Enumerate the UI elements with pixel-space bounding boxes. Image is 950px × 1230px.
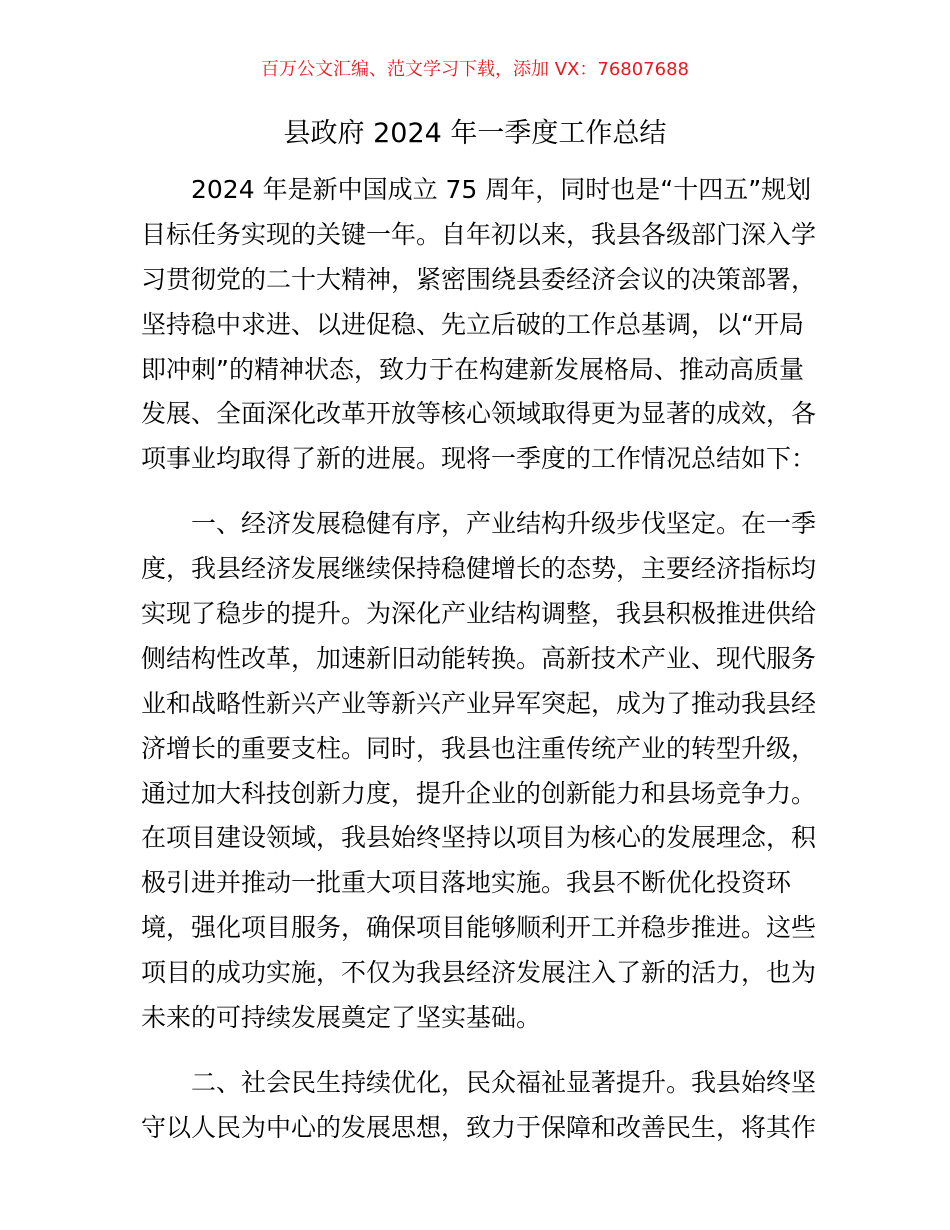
- text-line: 在项目建设领域，我县始终坚持以项目为核心的发展理念，积: [141, 823, 817, 853]
- text-line: 2024 年是新中国成立 75 周年，同时也是“十四五”规划: [191, 175, 812, 204]
- text-line: 发展、全面深化改革开放等核心领域取得更为显著的成效，各: [141, 399, 817, 429]
- document-title: 县政府 2024 年一季度工作总结: [283, 118, 667, 149]
- text-line: 目标任务实现的关键一年。自年初以来，我县各级部门深入学: [141, 219, 817, 249]
- text-line: 极引进并推动一批重大项目落地实施。我县不断优化投资环: [141, 868, 792, 898]
- text-line: 一、经济发展稳健有序，产业结构升级步伐坚定。在一季: [191, 509, 817, 539]
- text-line: 通过加大科技创新力度，提升企业的创新能力和县场竞争力。: [141, 778, 817, 808]
- text-line: 即冲刺”的精神状态，致力于在构建新发展格局、推动高质量: [141, 354, 804, 384]
- document-body: [141, 168, 817, 1151]
- text-line: 业和战略性新兴产业等新兴产业异军突起，成为了推动我县经: [141, 688, 817, 718]
- text-line: 侧结构性改革，加速新旧动能转换。高新技术产业、现代服务: [141, 643, 817, 673]
- text-line: 习贯彻党的二十大精神，紧密围绕县委经济会议的决策部署，: [141, 264, 817, 294]
- header-watermark: 百万公文汇编、范文学习下载，添加 VX：76807688: [261, 59, 689, 80]
- text-line: 项事业均取得了新的进展。现将一季度的工作情况总结如下：: [141, 444, 817, 474]
- paragraph-gap: [141, 482, 811, 502]
- text-line: 坚持稳中求进、以进促稳、先立后破的工作总基调，以“开局: [141, 309, 804, 339]
- text-line: 实现了稳步的提升。为深化产业结构调整，我县积极推进供给: [141, 599, 817, 629]
- text-line: 济增长的重要支柱。同时，我县也注重传统产业的转型升级，: [141, 733, 817, 763]
- text-line: 未来的可持续发展奠定了坚实基础。: [141, 1003, 542, 1033]
- paragraph-economy: [141, 502, 817, 1041]
- paragraph-livelihood: [141, 1061, 817, 1151]
- paragraph-intro: [141, 168, 817, 482]
- text-line: 守以人民为中心的发展思想，致力于保障和改善民生，将其作: [141, 1112, 817, 1142]
- text-line: 二、社会民生持续优化，民众福祉显著提升。我县始终坚: [191, 1067, 817, 1097]
- text-line: 度，我县经济发展继续保持稳健增长的态势，主要经济指标均: [141, 554, 817, 584]
- text-line: 项目的成功实施，不仅为我县经济发展注入了新的活力，也为: [141, 958, 817, 988]
- paragraph-gap: [141, 1041, 811, 1061]
- text-line: 境，强化项目服务，确保项目能够顺利开工并稳步推进。这些: [141, 913, 817, 943]
